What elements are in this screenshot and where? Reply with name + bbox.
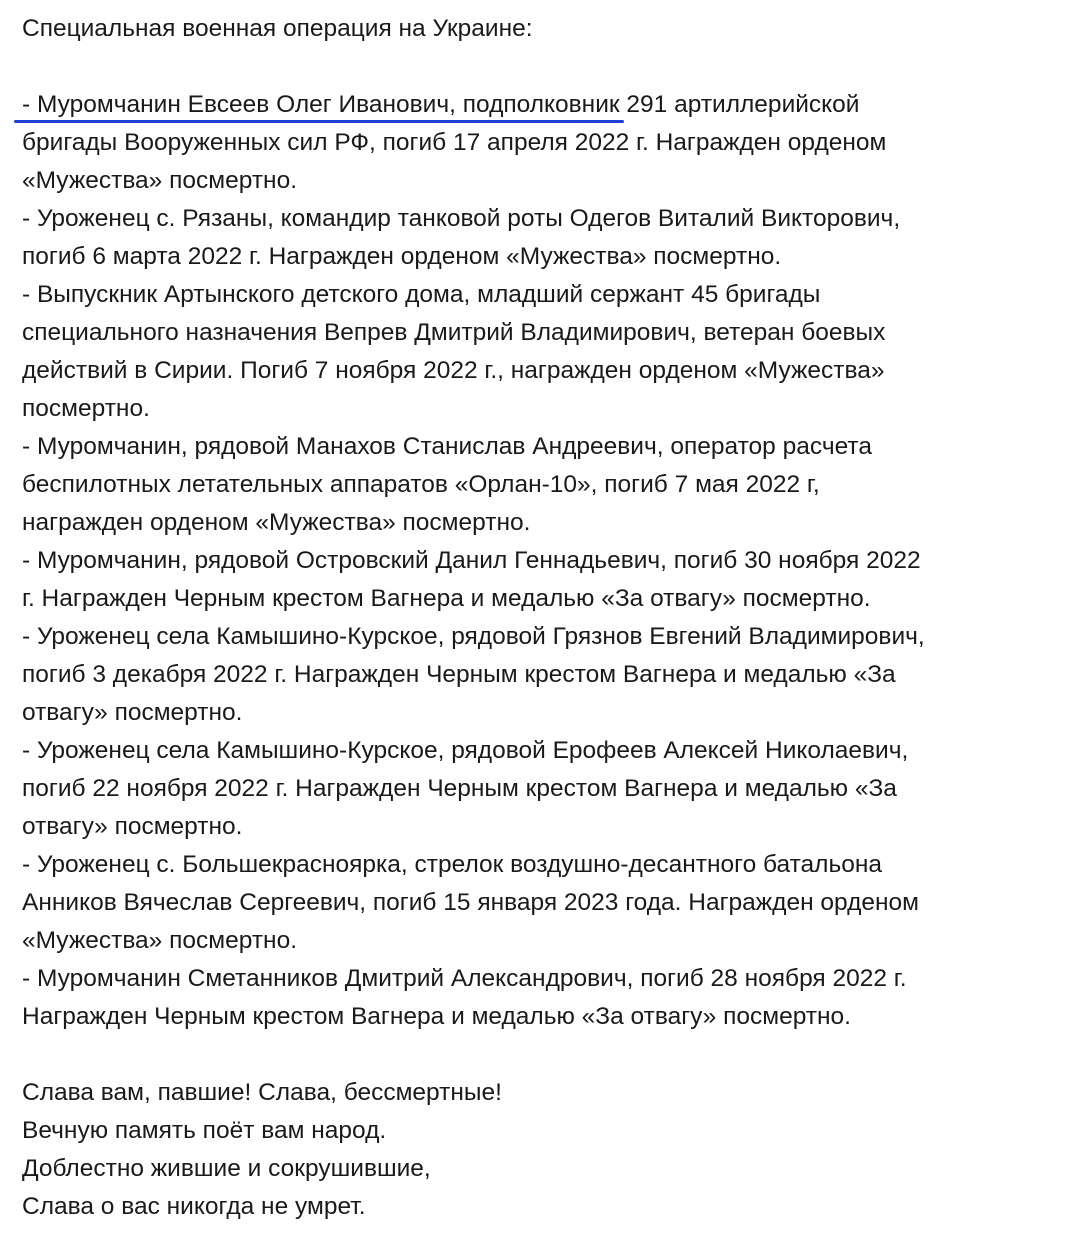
list-item-line: посмертно. — [22, 395, 150, 422]
underline-marker — [14, 120, 624, 123]
list-item-line: погиб 3 декабря 2022 г. Награжден Черным крестом Вагнера и медалью «За — [22, 661, 896, 688]
list-item-line: бригады Вооруженных сил РФ, погиб 17 апреля 2022 г. Награжден орденом — [22, 129, 887, 156]
list-item-line: специального назначения Вепрев Дмитрий Владимирович, ветеран боевых — [22, 319, 886, 346]
list-item-line: - Муромчанин, рядовой Манахов Станислав Андреевич, оператор расчета — [22, 433, 872, 460]
poem-line: Слава вам, павшие! Слава, бессмертные! — [22, 1079, 502, 1106]
list-item-line: - Уроженец села Камышино-Курское, рядовой Грязнов Евгений Владимирович, — [22, 623, 925, 650]
list-item-line: «Мужества» посмертно. — [22, 927, 298, 954]
blank-line — [22, 1036, 1066, 1074]
list-item-line — [22, 86, 1066, 124]
list-item-line: - Уроженец с. Рязаны, командир танковой роты Одегов Виталий Викторович, — [22, 205, 901, 232]
poem-line: Слава о вас никогда не умрет. — [22, 1193, 366, 1220]
list-item-line: - Уроженец с. Большекрасноярка, стрелок воздушно-десантного батальона — [22, 851, 882, 878]
list-item-line: - Выпускник Артынского детского дома, младший сержант 45 бригады — [22, 281, 821, 308]
casualty-list — [22, 86, 1066, 1036]
list-item-line: отвагу» посмертно. — [22, 699, 243, 726]
poem-line: Вечную память поёт вам народ. — [22, 1117, 387, 1144]
list-item-line: Анников Вячеслав Сергеевич, погиб 15 января 2023 года. Награжден орденом — [22, 889, 920, 916]
document-heading: Специальная военная операция на Украине: — [22, 15, 533, 42]
highlighted-text — [22, 91, 620, 118]
list-item-line: - Муромчанин Сметанников Дмитрий Александрович, погиб 28 ноября 2022 г. — [22, 965, 907, 992]
list-item-line: беспилотных летательных аппаратов «Орлан-10», погиб 7 мая 2022 г, — [22, 471, 820, 498]
blank-line — [22, 48, 1066, 86]
list-item-text: 291 артиллерийской — [619, 91, 860, 118]
list-item-line: действий в Сирии. Погиб 7 ноября 2022 г., награжден орденом «Мужества» — [22, 357, 885, 384]
list-item-line: г. Награжден Черным крестом Вагнера и медалью «За отвагу» посмертно. — [22, 585, 871, 612]
list-item-line: Награжден Черным крестом Вагнера и медалью «За отвагу» посмертно. — [22, 1003, 851, 1030]
poem — [22, 1074, 1066, 1226]
list-item-line: - Уроженец села Камышино-Курское, рядовой Ерофеев Алексей Николаевич, — [22, 737, 909, 764]
list-item-line: «Мужества» посмертно. — [22, 167, 298, 194]
list-item-line: погиб 6 марта 2022 г. Награжден орденом «Мужества» посмертно. — [22, 243, 782, 270]
poem-line: Доблестно жившие и сокрушившие, — [22, 1155, 431, 1182]
highlighted-text-content: - Муромчанин Евсеев Олег Иванович, подполковник — [22, 91, 620, 118]
list-item-line: отвагу» посмертно. — [22, 813, 243, 840]
list-item-line: погиб 22 ноября 2022 г. Награжден Черным крестом Вагнера и медалью «За — [22, 775, 897, 802]
list-item-line: награжден орденом «Мужества» посмертно. — [22, 509, 531, 536]
list-item-line: - Муромчанин, рядовой Островский Данил Геннадьевич, погиб 30 ноября 2022 — [22, 547, 921, 574]
